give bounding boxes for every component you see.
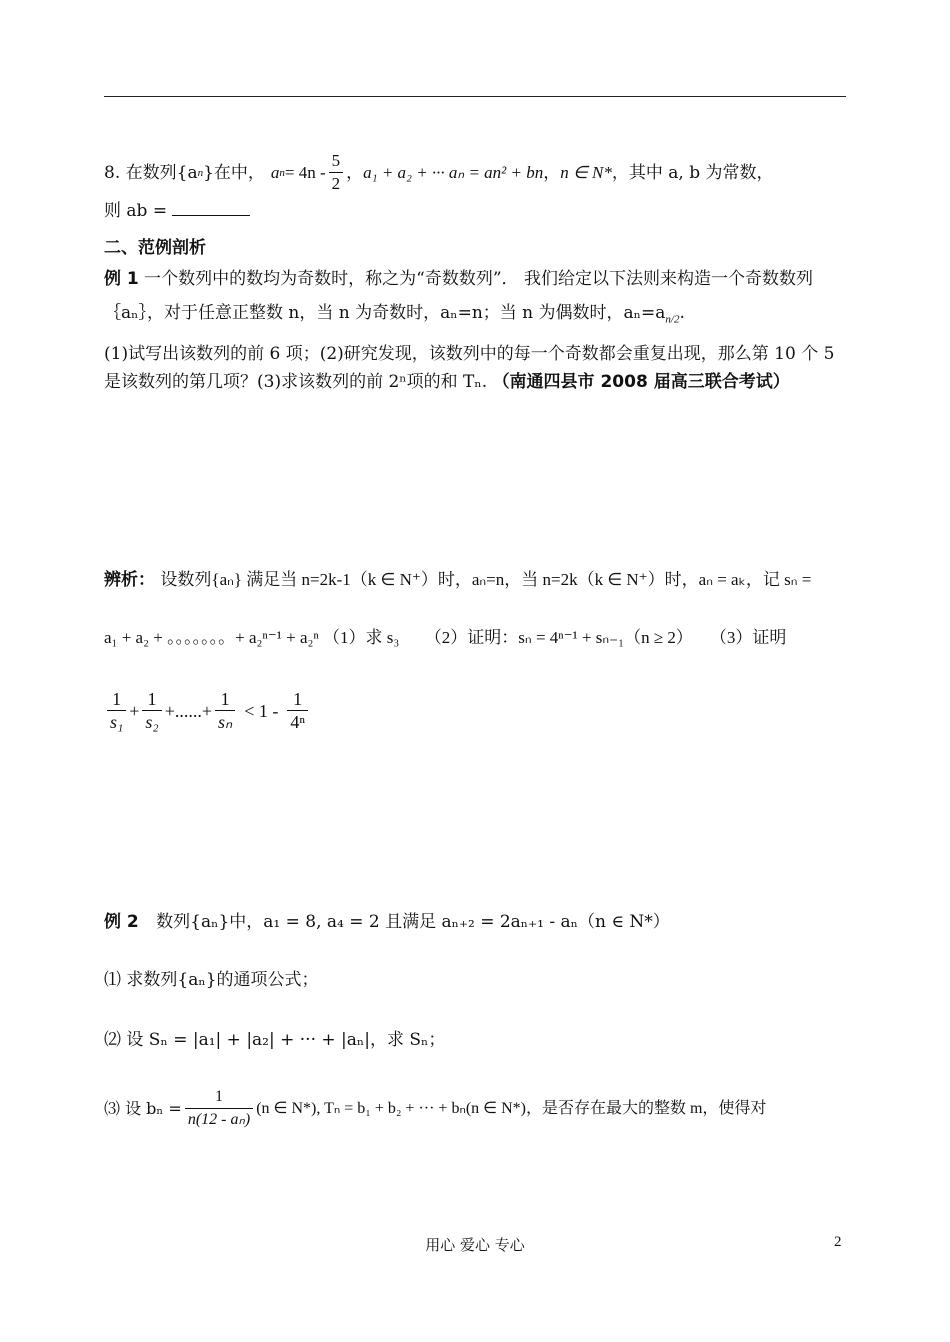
footer-motto: 用心 爱心 专心 bbox=[425, 1236, 525, 1254]
q8-an-rhs: = 4n - bbox=[284, 162, 326, 182]
question-8: 8. 在数列{a n }在中， a n = 4n - $\frac{5}{2}$ ， a₁ + a₂ + ··· aₙ = an² + bn ， n ∈ N* ，其中 a, b 为常数， 则 ab = bbox=[104, 151, 774, 221]
example-1: 例 1 一个数列中的数均为奇数时，称之为“奇数数列”． 我们给定以下法则来构造一个奇数数列｛aₙ｝，对于任意正整数 n，当 n 为奇数时，aₙ=n；当 n 为偶数时，$a_n=a_{n/2}$. bbox=[104, 269, 813, 326]
q8-frac-den: 2 bbox=[331, 174, 341, 193]
q8-sum: a₁ + a₂ + ··· aₙ = an² + bn bbox=[363, 162, 544, 182]
analysis-line2: a₁ + a₂ + 。。。。。。。+ a₂ⁿ⁻¹ + a₂ⁿ （1）求 s₃ （2）证明：sₙ = 4ⁿ⁻¹ + sₙ₋₁（n ≥ 2） （3）证明 bbox=[104, 628, 787, 647]
analysis-label: 辨析： bbox=[104, 570, 155, 590]
ex1-label: 例 1 bbox=[104, 269, 139, 289]
example-2 bbox=[104, 910, 846, 934]
q8-an: a bbox=[270, 162, 280, 182]
ex1-p1-sub: n/2 bbox=[665, 313, 680, 326]
analysis-line1 bbox=[104, 568, 846, 592]
ex2-label: 例 2 bbox=[104, 912, 139, 932]
q8-set: n ∈ N* bbox=[560, 162, 612, 182]
ex1-p2: (1)试写出该数列的前 6 项；(2)研究发现，该数列中的每一个奇数都会重复出现，那么第 10 个 5 是该数列的第几项？(3)求该数列的前 2ⁿ项的和 Tₙ. bbox=[104, 344, 835, 392]
ex2-q3: ⑶ 设 bₙ = $\frac{1}{\text{n(12 - aₙ)}}$ (n ∈ N*), Tₙ = b₁ + b₂ + ··· + bₙ(n ∈ N*)，是否存在最大的整数 m，使得对 bbox=[104, 1088, 767, 1128]
q8-fraction bbox=[329, 150, 344, 195]
q8-tail: ，其中 a, b 为常数， bbox=[611, 162, 774, 183]
q8-line2: 则 ab = bbox=[104, 201, 168, 221]
page-number: 2 bbox=[834, 1234, 842, 1250]
q8-answer-blank bbox=[172, 201, 250, 216]
q8-frac-num: 5 bbox=[329, 150, 344, 173]
section-heading: 二、范例剖析 bbox=[104, 238, 206, 258]
analysis-inequality: $\frac{1}{\text{s₁}}$ + $\frac{1}{\text{s₂}}$ +......+ $\frac{1}{\text{sₙ}}$ < 1 - $\frac{1}{\text{4ⁿ}}$ bbox=[104, 688, 854, 733]
ex2-q2: ⑵ 设 Sₙ = |a₁| + |a₂| + ··· + |aₙ|，求 Sₙ； bbox=[104, 1030, 446, 1050]
q8-prefix: 8. 在数列{a bbox=[104, 162, 198, 183]
q8-text: }在中， bbox=[203, 162, 265, 183]
ex1-source: （南通四县市 2008 届高三联合考试） bbox=[492, 372, 790, 392]
analysis-p1: 设数列{aₙ} 满足当 n=2k-1（k ∈ N⁺）时，aₙ=n，当 n=2k（k ∈ N⁺）时，aₙ = aₖ，记 sₙ = bbox=[160, 570, 812, 589]
ex1-p1: 一个数列中的数均为奇数时，称之为“奇数数列”． 我们给定以下法则来构造一个奇数数列｛aₙ｝，对于任意正整数 n，当 n 为奇数时，aₙ=n；当 n 为偶数时，aₙ=a bbox=[104, 269, 813, 323]
example-1-questions bbox=[104, 340, 846, 396]
ex2-p1: 数列{aₙ}中，a₁ = 8, a₄ = 2 且满足 aₙ₊₂ = 2aₙ₊₁ - aₙ（n ∈ N*） bbox=[156, 912, 670, 932]
header-rule bbox=[104, 96, 846, 97]
ex2-q1: ⑴ 求数列{aₙ}的通项公式； bbox=[104, 970, 319, 990]
